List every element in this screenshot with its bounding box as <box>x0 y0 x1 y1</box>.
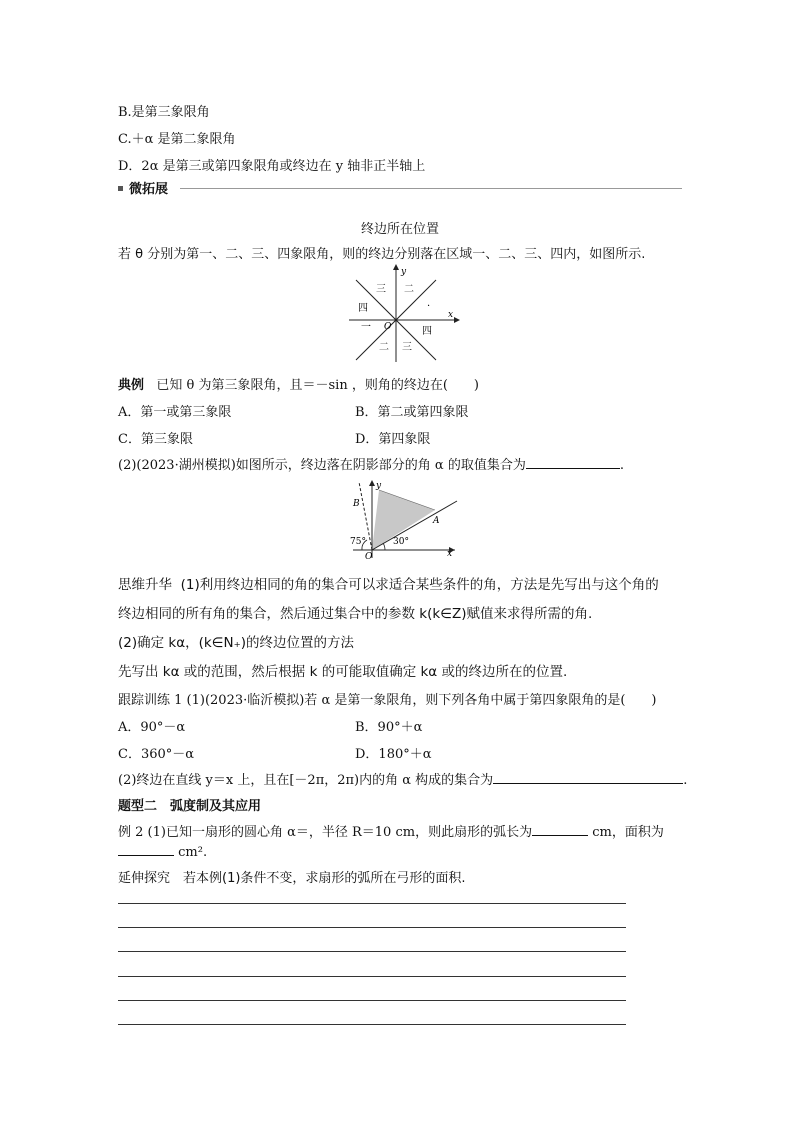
example-q2-end: . <box>619 458 624 473</box>
region-label: 三 <box>402 342 412 353</box>
section-divider <box>180 188 682 189</box>
fig1-x-label: x <box>448 310 454 320</box>
point-a-label: A <box>433 516 440 526</box>
training-option-d: D．180°＋α <box>355 747 432 762</box>
option-d: D．2α 是第三或第四象限角或终边在 y 轴非正半轴上 <box>118 159 426 174</box>
answer-line <box>118 976 626 977</box>
option-b: B.是第三象限角 <box>118 105 210 120</box>
training-question-2 <box>118 769 687 788</box>
training-option-c: C．360°－α <box>118 747 195 762</box>
example2-text-1: 例 2 (1)已知一扇形的圆心角 α＝，半径 R＝10 cm，则此扇形的弧长为 <box>118 825 533 840</box>
square-bullet-icon <box>118 186 123 191</box>
training-option-a: A．90°－α <box>118 720 186 735</box>
thinking-head: 思维升华 <box>118 577 172 593</box>
point-b-label: B <box>353 499 360 509</box>
region-label: 一 <box>361 322 371 333</box>
example-q2-text: (2)(2023·湖州模拟)如图所示，终边落在阴影部分的角 α 的取值集合为 <box>118 458 526 473</box>
region-label: 四 <box>358 303 368 314</box>
example-question-2 <box>118 454 624 473</box>
region-label: 二 <box>404 284 414 295</box>
thinking-line-2: 终边相同的所有角的集合，然后通过集合中的参数 k(k∈Z)赋值来求得所需的角. <box>118 606 593 622</box>
example-option-d: D．第四象限 <box>355 432 431 447</box>
shaded-angle-diagram <box>345 478 460 560</box>
example2-text-1b: cm，面积为 <box>592 825 664 840</box>
answer-blank <box>118 843 174 856</box>
training-stem: 跟踪训练 1 (1)(2023·临沂模拟)若 α 是第一象限角，则下列各角中属于第四象限角的是( ) <box>118 693 657 708</box>
training-q2-end: . <box>683 773 688 788</box>
answer-blank <box>493 771 683 784</box>
section-header <box>118 178 682 198</box>
answer-blank <box>532 823 588 836</box>
region-label: 四 <box>422 326 432 337</box>
angle-30-label: 30° <box>393 537 409 547</box>
example-stem <box>118 374 479 393</box>
example-option-a: A．第一或第三象限 <box>118 405 232 420</box>
fig1-origin-label: O <box>384 322 392 332</box>
training-q2-text: (2)终边在直线 y＝x 上，且在[－2π，2π)内的角 α 构成的集合为 <box>118 773 494 788</box>
training-option-b: B．90°＋α <box>355 720 423 735</box>
quadrant-region-diagram <box>344 262 460 364</box>
answer-line <box>118 903 626 904</box>
region-label: 三 <box>376 284 386 295</box>
section-label: 微拓展 <box>129 182 169 197</box>
example-option-b: B．第二或第四象限 <box>355 405 469 420</box>
thinking-line-4: 先写出 kα 或的范围，然后根据 k 的可能取值确定 kα 或的终边所在的位置. <box>118 664 568 680</box>
answer-blank <box>526 456 620 469</box>
example2-line-2 <box>118 843 207 860</box>
region-dot: · <box>427 301 431 312</box>
thinking-text-1: (1)利用终边相同的角的集合可以求适合某些条件的角，方法是先写出与这个角的 <box>180 577 659 593</box>
thinking-line-3: (2)确定 kα，(k∈N₊)的终边位置的方法 <box>118 635 354 651</box>
type2-heading: 题型二 弧度制及其应用 <box>118 799 262 814</box>
answer-line <box>118 1024 626 1025</box>
fig2-x-label: x <box>447 549 453 559</box>
fig1-y-label: y <box>401 267 407 277</box>
intro-text: 若 θ 分别为第一、二、三、四象限角，则的终边分别落在区域一、二、三、四内，如图所示. <box>118 247 646 262</box>
example2-unit: cm². <box>178 845 208 860</box>
answer-line <box>118 927 626 928</box>
extension-text: 延伸探究 若本例(1)条件不变，求扇形的弧所在弓形的面积. <box>118 871 466 886</box>
option-c: C.＋α 是第二象限角 <box>118 132 236 147</box>
angle-75-label: 75° <box>350 537 366 547</box>
extension-prompt <box>118 867 466 886</box>
example2-line-1 <box>118 821 664 840</box>
example-text: 已知 θ 为第三象限角，且＝－sin ，则角的终边在( ) <box>156 378 479 393</box>
page-subtitle: 终边所在位置 <box>360 222 439 237</box>
fig2-origin-label: O <box>365 552 373 560</box>
thinking-line-1 <box>118 573 659 593</box>
answer-line <box>118 951 626 952</box>
fig2-y-label: y <box>376 481 382 491</box>
example-head: 典例 <box>118 378 145 393</box>
answer-line <box>118 1000 626 1001</box>
region-label: 二 <box>379 342 389 353</box>
example-option-c: C．第三象限 <box>118 432 193 447</box>
